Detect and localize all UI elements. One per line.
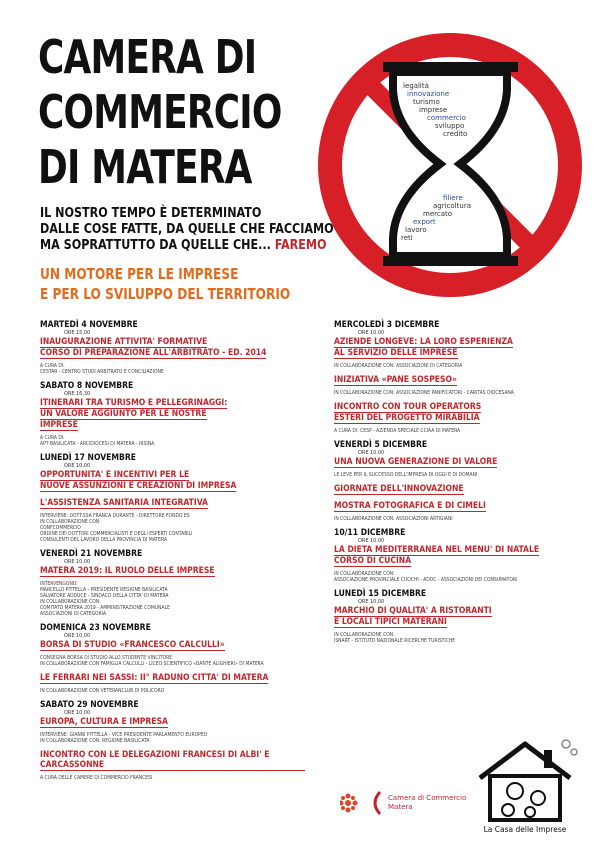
hourglass-word: lavoro — [405, 226, 427, 234]
title-line: COMMERCIO — [38, 85, 282, 139]
event-date: LUNEDÌ 17 NOVEMBRE — [40, 453, 136, 463]
event-note: IN COLLABORAZIONE CON: ASSOCIAZIONI ARTIGIANI — [334, 516, 453, 522]
event-title-line — [334, 501, 599, 512]
event-note: ASSOCIAZIONI DI CATEGORIA — [40, 611, 107, 617]
event-title: IMPRESE — [40, 420, 78, 430]
hourglass-word: export — [413, 218, 436, 226]
hourglass-sign-icon — [315, 30, 585, 300]
event-note: ASSOCIAZIONE PROVINCIALE CUOCHI - ADOC - ASSOCIAZIONI DEI CONSUMATORI — [334, 577, 518, 583]
page-title — [38, 30, 282, 195]
event-note: INTERVIENE: GIANNI PITTELLA - VICE PRESIDENTE PARLAMENTO EUROPEO — [40, 732, 208, 738]
event-item — [40, 320, 305, 375]
motto-line: E PER LO SVILUPPO DEL TERRITORIO — [40, 285, 291, 303]
event-title: BORSA DI STUDIO «FRANCESCO CALCULLI» — [40, 640, 225, 650]
hourglass-word: sviluppo — [435, 122, 465, 130]
event-title-line — [40, 673, 305, 684]
event-title-line — [334, 337, 599, 348]
event-title: OPPORTUNITA' E INCENTIVI PER LE — [40, 470, 190, 480]
event-title: INAUGURAZIONE ATTIVITA' FORMATIVE — [40, 337, 208, 347]
event-note: IN COLLABORAZIONE CON: — [334, 632, 395, 638]
event-note: A CURA DI: — [40, 363, 65, 369]
event-item — [334, 375, 599, 396]
event-title-line — [40, 481, 305, 492]
event-note: LE LEVE PER IL SUCCESSO DELL'IMPRESA DI OGGI E DI DOMANI — [334, 472, 478, 478]
event-note: IN COLLABORAZIONE CON: REGIONE BASILICATA — [40, 738, 150, 744]
event-title-line — [334, 617, 599, 628]
event-note: APT BASILICATA - ARCIDIOCESI DI MATERA - IRSINA — [40, 441, 155, 447]
event-title: NUOVE ASSUNZIONI E CREAZIONI DI IMPRESA — [40, 481, 237, 491]
event-title-line — [40, 337, 305, 348]
camera-commercio-logo-icon — [340, 786, 470, 820]
event-item — [40, 549, 305, 617]
tagline — [40, 205, 334, 253]
event-note: CESTAR - CENTRO STUDI ARBITRATO E CONCILIAZIONE — [40, 369, 164, 375]
event-title: MARCHIO DI QUALITA' A RISTORANTI — [334, 606, 492, 616]
tagline-line: DALLE COSE FATTE, DA QUELLE CHE FACCIAMO — [40, 221, 334, 237]
event-item — [334, 501, 599, 522]
hourglass-word: innovazione — [407, 90, 450, 98]
event-title: LE FERRARI NEI SASSI: II° RADUNO CITTA' DI MATERA — [40, 673, 269, 683]
event-date: SABATO 8 NOVEMBRE — [40, 381, 134, 391]
event-item — [334, 402, 599, 434]
logo-cc-line2: Matera — [388, 803, 413, 811]
event-title-line — [334, 457, 599, 468]
event-title: ITINERARI TRA TURISMO E PELLEGRINAGGI: — [40, 398, 228, 408]
event-note: CONSULENTI DEL LAVORO DELLA PROVINCIA DI MATERA — [40, 537, 167, 543]
event-item — [334, 320, 599, 369]
event-item — [40, 498, 305, 543]
tagline-highlight: FAREMO — [274, 237, 327, 253]
event-time: ORE 10,00 — [358, 450, 385, 456]
event-time: ORE 10,00 — [64, 463, 91, 469]
event-item — [334, 440, 599, 478]
event-title: INCONTRO CON TOUR OPERATORS — [334, 402, 482, 412]
event-note: IN COLLABORAZIONE CON: ASSOCIAZIONE PANIFICATORI - CARITAS DIOCESANA — [334, 390, 514, 396]
event-title: EUROPA, CULTURA E IMPRESA — [40, 717, 168, 727]
event-note: IN COLLABORAZIONE CON: — [40, 599, 101, 605]
event-item — [334, 589, 599, 644]
event-title: AL SERVIZIO DELLE IMPRESE — [334, 348, 458, 358]
event-title-line — [40, 750, 305, 771]
hourglass-word: filiere — [443, 194, 463, 202]
event-title-line — [334, 348, 599, 359]
hourglass-word: turismo — [413, 98, 440, 106]
event-note: IN COLLABORAZIONE CON FAMIGLIA CALCULLI - LICEO SCIENTIFICO «DANTE ALIGHIERI» DI MATERA — [40, 661, 264, 667]
event-note: IN COLLABORAZIONE CON: — [40, 519, 101, 525]
event-note: INTERVIENE: DOTT.SSA FRANCA DURANTE - DIRETTORE FONDO ES — [40, 513, 190, 519]
hourglass-word: agricoltura — [433, 202, 471, 210]
event-note: IN COLLABORAZIONE CON: — [334, 571, 395, 577]
event-date: SABATO 29 NOVEMBRE — [40, 700, 139, 710]
event-title: LA DIETA MEDITERRANEA NEL MENU' DI NATALE — [334, 545, 540, 555]
event-item — [40, 453, 305, 492]
event-note: IN COLLABORAZIONE CON: ASSOCIAZIONI DI CATEGORIA — [334, 363, 463, 369]
event-time: ORE 10,00 — [64, 559, 91, 565]
event-title: UNA NUOVA GENERAZIONE DI VALORE — [334, 457, 498, 467]
event-note: ORDINE DEI DOTTORI COMMERCIALISTI E DEGLI ESPERTI CONTABILI — [40, 531, 193, 537]
event-item — [334, 484, 599, 495]
event-title: GIORNATE DELL'INNOVAZIONE — [334, 484, 464, 494]
tagline-line — [40, 237, 334, 253]
logo-cc-line1: Camera di Commercio — [388, 794, 467, 802]
casa-imprese-logo-icon — [470, 736, 580, 836]
event-date: LUNEDÌ 15 DICEMBRE — [334, 589, 427, 599]
event-note: SALVATORE ADDUCE - SINDACO DELLA CITTA' DI MATERA — [40, 593, 169, 599]
event-note: CONFCOMMERCIO — [40, 525, 81, 531]
event-title: MOSTRA FOTOGRAFICA E DI CIMELI — [334, 501, 486, 511]
event-title-line — [334, 375, 599, 386]
event-date: MARTEDÌ 4 NOVEMBRE — [40, 320, 138, 330]
hourglass-word: legalità — [403, 82, 429, 90]
event-title-line — [334, 484, 599, 495]
event-title-line — [334, 545, 599, 556]
event-title: CORSO DI CUCINA — [334, 556, 412, 566]
event-item — [40, 700, 305, 744]
event-title-line — [40, 566, 305, 577]
event-title-line — [334, 413, 599, 424]
event-title-line — [40, 640, 305, 651]
left-column — [40, 320, 305, 787]
event-title-line — [334, 606, 599, 617]
event-time: ORE 16,30 — [64, 391, 91, 397]
event-note: COMITATO MATERA 2019 - AMMINISTRAZIONE COMUNALE — [40, 605, 170, 611]
event-title-line — [40, 409, 305, 420]
hourglass-word: mercato — [423, 210, 453, 218]
event-title: AZIENDE LONGEVE: LA LORO ESPERIENZA — [334, 337, 513, 347]
event-title-line — [40, 498, 305, 509]
tagline-line: IL NOSTRO TEMPO È DETERMINATO — [40, 205, 262, 221]
event-title: ESTERI DEL PROGETTO MIRABILIA — [334, 413, 480, 423]
event-date: MERCOLEDÌ 3 DICEMBRE — [334, 320, 440, 330]
hourglass-word: credito — [443, 130, 468, 138]
event-title-line — [40, 717, 305, 728]
event-title: L'ASSISTENZA SANITARIA INTEGRATIVA — [40, 498, 208, 508]
title-line: CAMERA DI — [38, 30, 257, 84]
event-time: ORE 10,00 — [358, 538, 385, 544]
event-time: ORE 10,00 — [358, 599, 385, 605]
event-date: DOMENICA 23 NOVEMBRE — [40, 623, 151, 633]
event-title: MATERA 2019: IL RUOLO DELLE IMPRESE — [40, 566, 215, 576]
event-note: IN COLLABORAZIONE CON VETERANCLUB DI POLICORO — [40, 688, 165, 694]
event-title-line — [334, 556, 599, 567]
event-date: VENERDÌ 21 NOVEMBRE — [40, 549, 143, 559]
event-item — [334, 528, 599, 583]
event-item — [40, 381, 305, 447]
right-column — [334, 320, 599, 650]
event-title-line — [40, 348, 305, 359]
event-title-line — [334, 402, 599, 413]
hourglass-word: imprese — [419, 106, 448, 114]
event-note: INTERVENGONO: — [40, 581, 78, 587]
event-title-line — [40, 398, 305, 409]
event-date: 10/11 DICEMBRE — [334, 528, 406, 538]
event-note: CONSEGNA BORSA DI STUDIO ALLO STUDENTE VINCITORE — [40, 655, 173, 661]
motto-line: UN MOTORE PER LE IMPRESE — [40, 265, 239, 283]
hourglass-word: commercio — [427, 114, 466, 122]
event-note: A CURA DI: — [40, 435, 65, 441]
event-time: ORE 15,00 — [64, 330, 91, 336]
event-time: ORE 10,00 — [64, 633, 91, 639]
event-note: ISNART - ISTITUTO NAZIONALE RICERCHE TURISTICHE — [334, 638, 456, 644]
event-item — [40, 673, 305, 694]
event-item — [40, 750, 305, 781]
event-title-line — [40, 420, 305, 431]
event-title: E LOCALI TIPICI MATERANI — [334, 617, 447, 627]
event-date: VENERDÌ 5 DICEMBRE — [334, 440, 428, 450]
event-title: CORSO DI PREPARAZIONE ALL'ARBITRATO - ED. 2014 — [40, 348, 267, 358]
motto — [40, 264, 290, 304]
event-title: INIZIATIVA «PANE SOSPESO» — [334, 375, 457, 385]
event-title: INCONTRO CON LE DELEGAZIONI FRANCESI DI ALBI' E CARCASSONNE — [40, 750, 305, 771]
event-time: ORE 10,00 — [64, 710, 91, 716]
hourglass-word: reti — [401, 234, 413, 242]
event-title: UN VALORE AGGIUNTO PER LE NOSTRE — [40, 409, 207, 419]
title-line: DI MATERA — [38, 140, 252, 194]
event-title-line — [40, 470, 305, 481]
event-note: A CURA DI: CESP - AZIENDA SPECIALE CCIAA DI MATERA — [334, 428, 461, 434]
event-note: A CURA DELLE CAMERE DI COMMERCIO FRANCESI — [40, 775, 153, 781]
event-time: ORE 10,00 — [358, 330, 385, 336]
logo-house-caption: La Casa delle Imprese — [483, 825, 567, 834]
tagline-text: MA SOPRATTUTTO DA QUELLE CHE... — [40, 237, 271, 253]
event-item — [40, 623, 305, 667]
event-note: MARCELLO PITTELLA - PRESIDENTE REGIONE BASILICATA — [40, 587, 168, 593]
